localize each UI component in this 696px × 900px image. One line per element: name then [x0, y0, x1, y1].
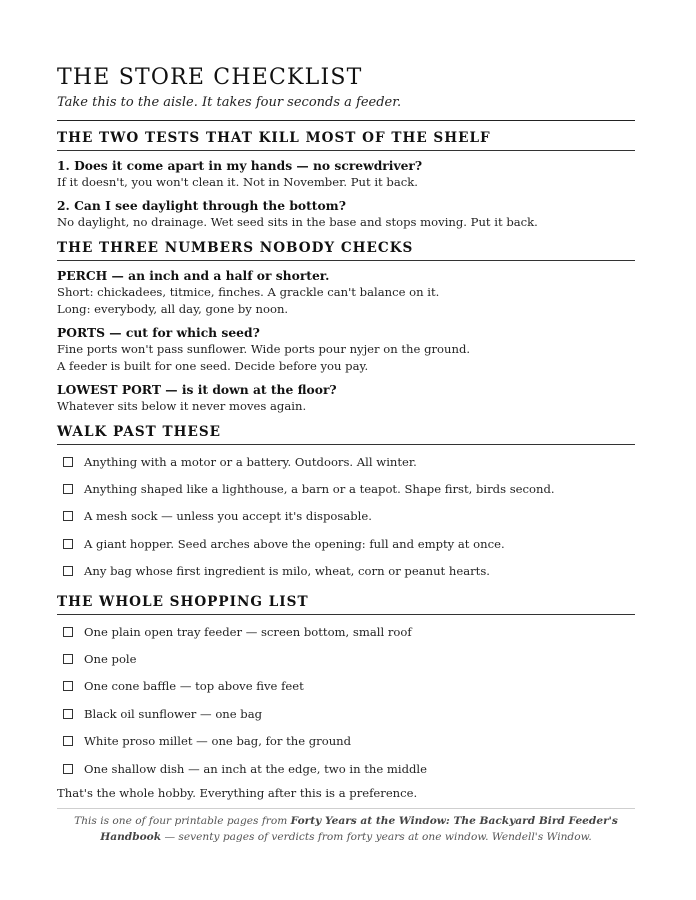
number-explanation: Whatever sits below it never moves again. — [57, 399, 307, 413]
checkbox-icon[interactable] — [63, 539, 73, 549]
footer-book-title: Forty Years at the Window: The Backyard Bird Feeder's Handbook — [100, 815, 618, 844]
footer-note — [57, 813, 635, 845]
number-item — [57, 267, 635, 318]
test-question: 1. Does it come apart in my hands — no screwdriver? — [57, 158, 423, 173]
checkbox-icon[interactable] — [63, 764, 73, 774]
checkbox-icon[interactable] — [63, 654, 73, 664]
shopping-text: One pole — [84, 652, 137, 667]
page-subtitle: Take this to the aisle. It takes four seconds a feeder. — [57, 95, 402, 110]
test-question: 2. Can I see daylight through the bottom? — [57, 198, 346, 213]
number-item — [57, 381, 635, 415]
shopping-item — [57, 755, 635, 782]
checkbox-icon[interactable] — [63, 484, 73, 494]
checkbox-icon[interactable] — [63, 627, 73, 637]
checkbox-icon[interactable] — [63, 457, 73, 467]
walk-past-list — [57, 448, 635, 585]
walk-past-text: Any bag whose first ingredient is milo, wheat, corn or peanut hearts. — [84, 564, 490, 579]
section-heading-shopping-list: THE WHOLE SHOPPING LIST — [57, 593, 635, 615]
checkbox-icon[interactable] — [63, 681, 73, 691]
number-item — [57, 324, 635, 375]
walk-past-text: A giant hopper. Seed arches above the opening: full and empty at once. — [84, 536, 505, 551]
footer-suffix: — seventy pages of verdicts from forty years at one window. Wendell's Window. — [161, 831, 592, 844]
number-explanation: Short: chickadees, titmice, finches. A grackle can't balance on it. — [57, 285, 440, 299]
shopping-item — [57, 645, 635, 672]
test-item — [57, 197, 635, 231]
shopping-text: One shallow dish — an inch at the edge, two in the middle — [84, 761, 428, 776]
walk-past-item — [57, 475, 635, 502]
test-explanation: If it doesn't, you won't clean it. Not in November. Put it back. — [57, 175, 418, 189]
shopping-text: White proso millet — one bag, for the ground — [84, 734, 352, 749]
test-item — [57, 157, 635, 191]
shopping-list — [57, 618, 635, 782]
number-explanation: Long: everybody, all day, gone by noon. — [57, 302, 289, 316]
shopping-item — [57, 700, 635, 727]
walk-past-item — [57, 558, 635, 585]
section-heading-walk-past: WALK PAST THESE — [57, 423, 635, 445]
checklist-page — [57, 64, 635, 845]
shopping-text: One plain open tray feeder — screen bottom, small roof — [84, 624, 412, 639]
page-title: THE STORE CHECKLIST — [57, 65, 363, 90]
walk-past-text: Anything shaped like a lighthouse, a barn or a teapot. Shape first, birds second. — [84, 482, 555, 497]
shopping-item — [57, 728, 635, 755]
walk-past-item — [57, 503, 635, 530]
number-explanation: A feeder is built for one seed. Decide before you pay. — [57, 359, 369, 373]
section-heading-two-tests: THE TWO TESTS THAT KILL MOST OF THE SHELF — [57, 129, 635, 151]
shopping-text: Black oil sunflower — one bag — [84, 706, 263, 721]
checkbox-icon[interactable] — [63, 736, 73, 746]
number-explanation: Fine ports won't pass sunflower. Wide ports pour nyjer on the ground. — [57, 342, 471, 356]
checkbox-icon[interactable] — [63, 566, 73, 576]
footer-divider — [57, 808, 635, 809]
closing-line: That's the whole hobby. Everything after this is a preference. — [57, 786, 418, 801]
walk-past-item — [57, 530, 635, 557]
walk-past-text: Anything with a motor or a battery. Outdoors. All winter. — [84, 454, 417, 469]
shopping-text: One cone baffle — top above five feet — [84, 679, 304, 694]
footer-prefix: This is one of four printable pages from — [74, 815, 291, 828]
walk-past-item — [57, 448, 635, 475]
checkbox-icon[interactable] — [63, 511, 73, 521]
shopping-item — [57, 673, 635, 700]
section-heading-three-numbers: THE THREE NUMBERS NOBODY CHECKS — [57, 239, 635, 261]
walk-past-text: A mesh sock — unless you accept it's disposable. — [84, 509, 372, 524]
number-question: PERCH — an inch and a half or shorter. — [57, 268, 330, 283]
test-explanation: No daylight, no drainage. Wet seed sits in the base and stops moving. Put it back. — [57, 215, 538, 229]
title-divider — [57, 120, 635, 121]
number-question: LOWEST PORT — is it down at the floor? — [57, 382, 337, 397]
shopping-item — [57, 618, 635, 645]
checkbox-icon[interactable] — [63, 709, 73, 719]
number-question: PORTS — cut for which seed? — [57, 325, 260, 340]
